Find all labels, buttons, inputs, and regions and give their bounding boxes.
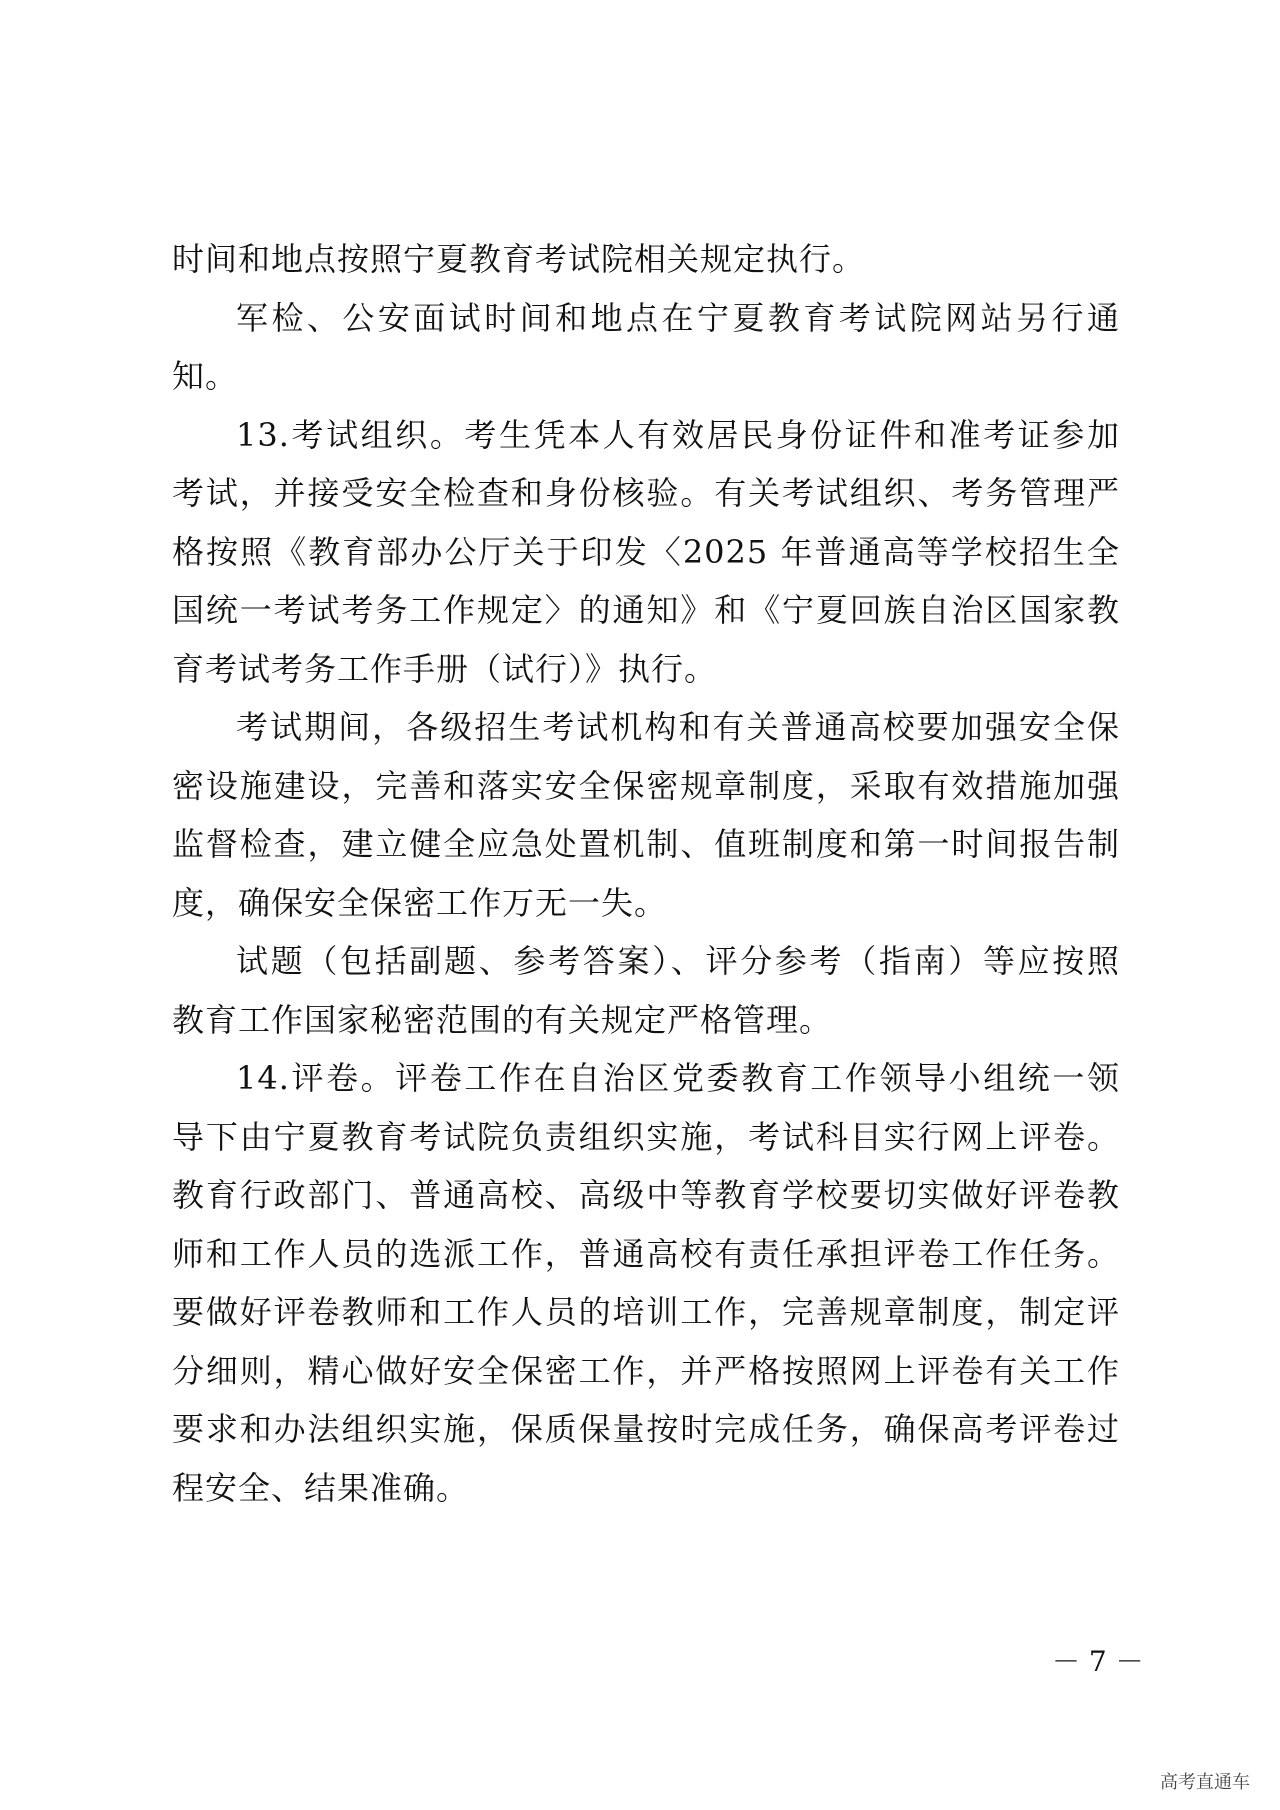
text-line: 考试期间，各级招生考试机构和有关普通高校要加强安全保 <box>236 708 1120 746</box>
text-line: 13.考试组织。考生凭本人有效居民身份证件和准考证参加 <box>236 415 1120 454</box>
text-line: 教育工作国家秘密范围的有关规定严格管理。 <box>172 1000 833 1039</box>
document-body <box>172 230 1120 1517</box>
watermark: 高考直通车 <box>1160 1772 1250 1793</box>
text-line: 监督检查，建立健全应急处置机制、值班制度和第一时间报告制 <box>172 825 1120 863</box>
page-number: － 7 － <box>1052 1645 1144 1678</box>
text-line: 要求和办法组织实施，保质保量按时完成任务，确保高考评卷过 <box>172 1410 1120 1448</box>
text-line: 国统一考试考务工作规定〉的通知》和《宁夏回族自治区国家教 <box>172 591 1120 629</box>
text-line: 度，确保安全保密工作万无一失。 <box>172 883 668 922</box>
text-line: 程安全、结果准确。 <box>172 1468 470 1507</box>
text-line: 分细则，精心做好安全保密工作，并严格按照网上评卷有关工作 <box>172 1351 1120 1390</box>
text-line: 试题（包括副题、参考答案）、评分参考（指南）等应按照 <box>236 942 1120 980</box>
text-line: 考试，并接受安全检查和身份核验。有关考试组织、考务管理严 <box>172 474 1120 512</box>
text-line: 密设施建设，完善和落实安全保密规章制度，采取有效措施加强 <box>172 766 1120 805</box>
text-line: 教育行政部门、普通高校、高级中等教育学校要切实做好评卷教 <box>172 1176 1120 1214</box>
text-line: 要做好评卷教师和工作人员的培训工作，完善规章制度，制定评 <box>172 1293 1120 1331</box>
text-line: 导下由宁夏教育考试院负责组织实施，考试科目实行网上评卷。 <box>172 1117 1120 1156</box>
text-line: 师和工作人员的选派工作，普通高校有责任承担评卷工作任务。 <box>172 1234 1120 1273</box>
text-line: 14.评卷。评卷工作在自治区党委教育工作领导小组统一领 <box>236 1059 1120 1097</box>
text-line: 格按照《教育部办公厅关于印发〈2025 年普通高等学校招生全 <box>172 532 1120 571</box>
text-line: 军检、公安面试时间和地点在宁夏教育考试院网站另行通 <box>236 298 1120 337</box>
text-line: 育考试考务工作手册（试行）》执行。 <box>172 649 718 688</box>
text-line: 时间和地点按照宁夏教育考试院相关规定执行。 <box>172 240 866 278</box>
text-line: 知。 <box>172 357 239 395</box>
